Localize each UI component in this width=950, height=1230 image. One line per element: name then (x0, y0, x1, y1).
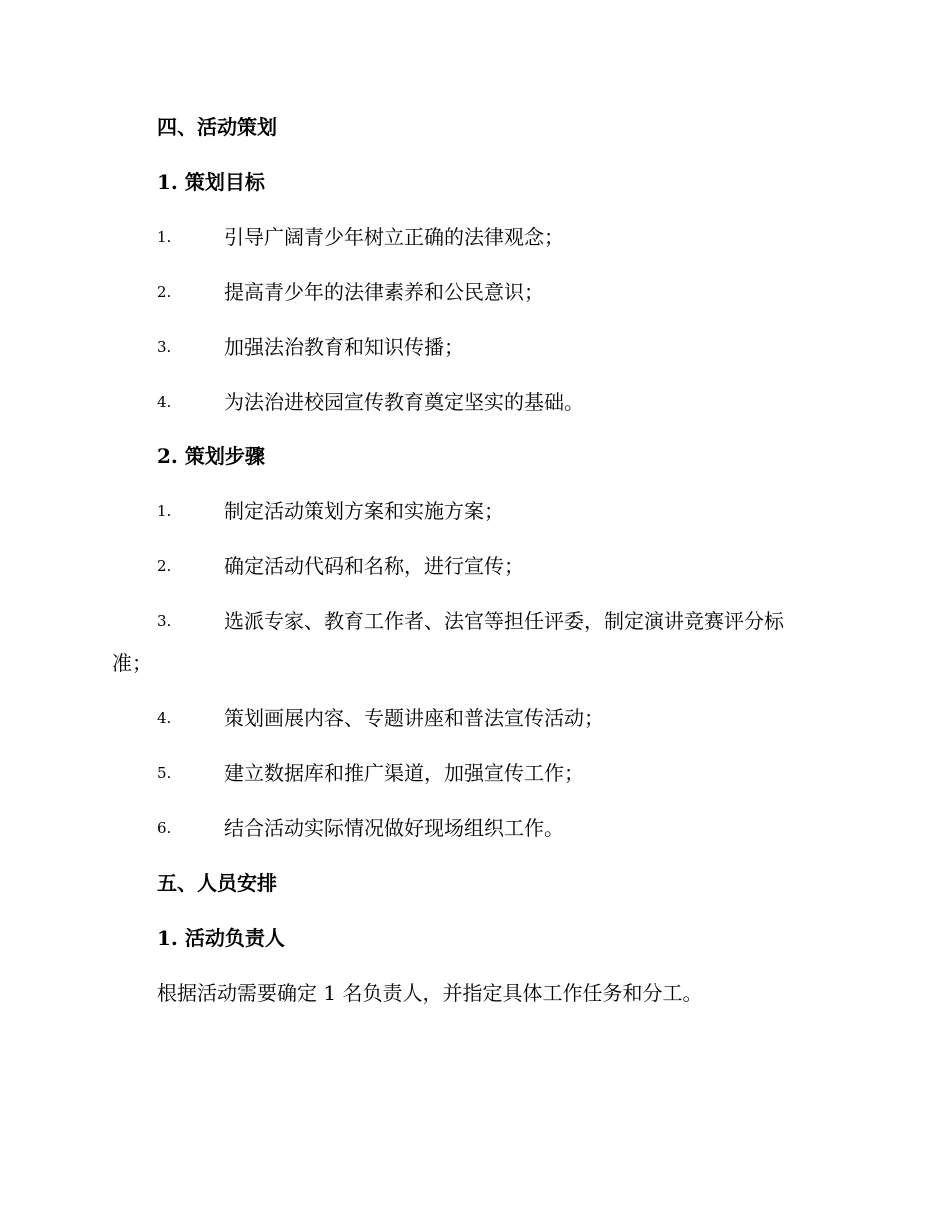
list-item-number: 3. (157, 338, 172, 356)
list-item-text: 为法治进校园宣传教育奠定坚实的基础。 (224, 390, 584, 414)
list-item-number: 1. (157, 502, 172, 520)
subsection-heading-leader: 1. 活动负责人 (157, 926, 285, 950)
subsection-heading-goals: 1. 策划目标 (157, 170, 265, 194)
list-item-number: 1. (157, 228, 172, 246)
body-paragraph: 根据活动需要确定 1 名负责人，并指定具体工作任务和分工。 (157, 981, 703, 1005)
list-item-text: 确定活动代码和名称，进行宣传； (224, 554, 524, 578)
list-item-text: 制定活动策划方案和实施方案； (224, 499, 504, 523)
list-item-text: 选派专家、教育工作者、法官等担任评委，制定演讲竞赛评分标 (224, 609, 784, 633)
list-item-text: 建立数据库和推广渠道，加强宣传工作； (224, 761, 584, 785)
list-item-text: 策划画展内容、专题讲座和普法宣传活动； (224, 706, 604, 730)
list-item-number: 2. (157, 557, 172, 575)
list-item-number: 2. (157, 283, 172, 301)
list-item-number: 4. (157, 393, 172, 411)
list-item-text: 提高青少年的法律素养和公民意识； (224, 280, 544, 304)
list-item-number: 6. (157, 819, 172, 837)
list-item-text: 加强法治教育和知识传播； (224, 335, 464, 359)
list-item-text-continuation: 准； (112, 651, 152, 675)
list-item-number: 4. (157, 709, 172, 727)
list-item-text: 结合活动实际情况做好现场组织工作。 (224, 816, 564, 840)
section-heading-5: 五、人员安排 (157, 871, 277, 895)
list-item-text: 引导广阔青少年树立正确的法律观念； (224, 225, 564, 249)
list-item-number: 3. (157, 612, 172, 630)
list-item-number: 5. (157, 764, 172, 782)
section-heading-4: 四、活动策划 (157, 115, 277, 139)
subsection-heading-steps: 2. 策划步骤 (157, 444, 265, 468)
